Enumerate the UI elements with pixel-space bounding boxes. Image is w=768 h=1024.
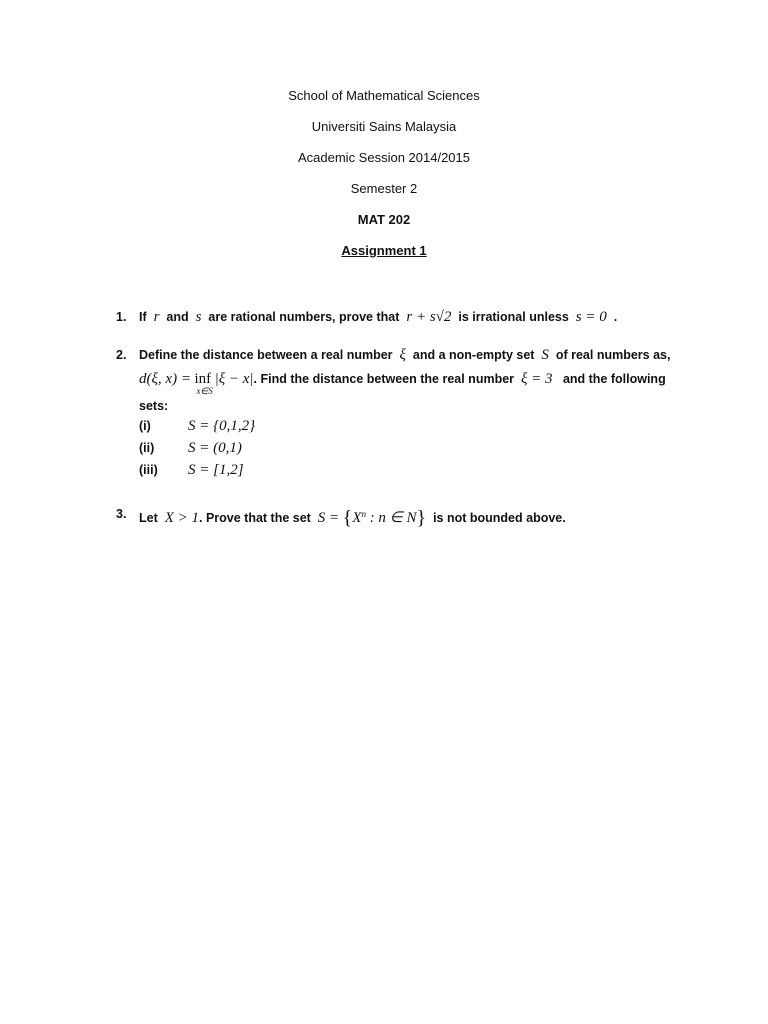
q3-text-prove: . Prove that the set	[199, 511, 311, 526]
q1-text-if: If	[139, 310, 147, 324]
q1-var-s: s	[195, 309, 202, 325]
question-2-number: 2.	[116, 348, 127, 362]
question-1-number: 1.	[116, 310, 127, 324]
q1-text-and: and	[166, 310, 189, 324]
q2-text-define: Define the distance between a real number	[139, 348, 393, 362]
academic-session: Academic Session 2014/2015	[297, 150, 470, 165]
q1-var-r: r	[153, 309, 160, 325]
q2-sub-expr-i: S = {0,1,2}	[188, 418, 256, 434]
q2-sub-expr-ii: S = (0,1)	[188, 440, 242, 456]
q1-expression: r + s√2	[406, 309, 452, 325]
q3-set-exponent: n	[361, 509, 366, 519]
q1-text-rational: are rational numbers, prove that	[208, 310, 400, 324]
q3-text-bounded: is not bounded above.	[433, 511, 566, 526]
question-2-line-2	[139, 371, 666, 396]
q2-var-S: S	[541, 347, 549, 363]
q2-inf-operator: inf	[194, 371, 212, 387]
semester: Semester 2	[350, 181, 418, 196]
q1-condition: s = 0	[575, 309, 607, 325]
q3-text-let: Let	[139, 511, 158, 526]
q1-text-period: .	[613, 310, 618, 324]
q2-def-inf	[194, 371, 213, 396]
q2-xi-value: ξ = 3	[520, 371, 553, 387]
q2-def-lhs: d(ξ, x) =	[139, 371, 191, 387]
q2-sub-label-i: (i)	[139, 419, 151, 433]
q3-set-base: X	[352, 510, 362, 527]
q3-brace-open: {	[342, 507, 353, 530]
course-code: MAT 202	[357, 212, 411, 227]
q3-brace-close: }	[416, 507, 427, 530]
q2-text-following: and the following	[562, 372, 666, 386]
question-2-line-3: sets:	[139, 399, 169, 413]
question-3-number: 3.	[116, 507, 127, 521]
q2-def-abs: |ξ − x|	[214, 371, 254, 387]
q2-text-find: . Find the distance between the real number	[253, 372, 515, 386]
school-name: School of Mathematical Sciences	[288, 88, 480, 103]
q2-text-realnumbers: of real numbers as,	[555, 348, 671, 362]
q2-sub-label-iii: (iii)	[139, 463, 158, 477]
q1-text-irrational: is irrational unless	[458, 310, 569, 324]
q2-inf-subscript: x∈S	[196, 386, 213, 396]
q3-set-condition: : n ∈ N	[365, 510, 417, 527]
question-1-text	[139, 309, 617, 325]
q3-set-lhs: S =	[317, 510, 340, 527]
q2-sub-expr-iii: S = [1,2]	[188, 462, 244, 478]
university-name: Universiti Sains Malaysia	[311, 119, 457, 134]
question-2-line-1	[139, 347, 670, 363]
question-3-text	[139, 506, 566, 530]
assignment-title: Assignment 1	[341, 243, 427, 258]
q2-var-xi: ξ	[399, 347, 406, 363]
q3-condition: X > 1	[164, 510, 199, 527]
q2-text-nonempty: and a non-empty set	[412, 348, 535, 362]
q2-sub-label-ii: (ii)	[139, 441, 155, 455]
